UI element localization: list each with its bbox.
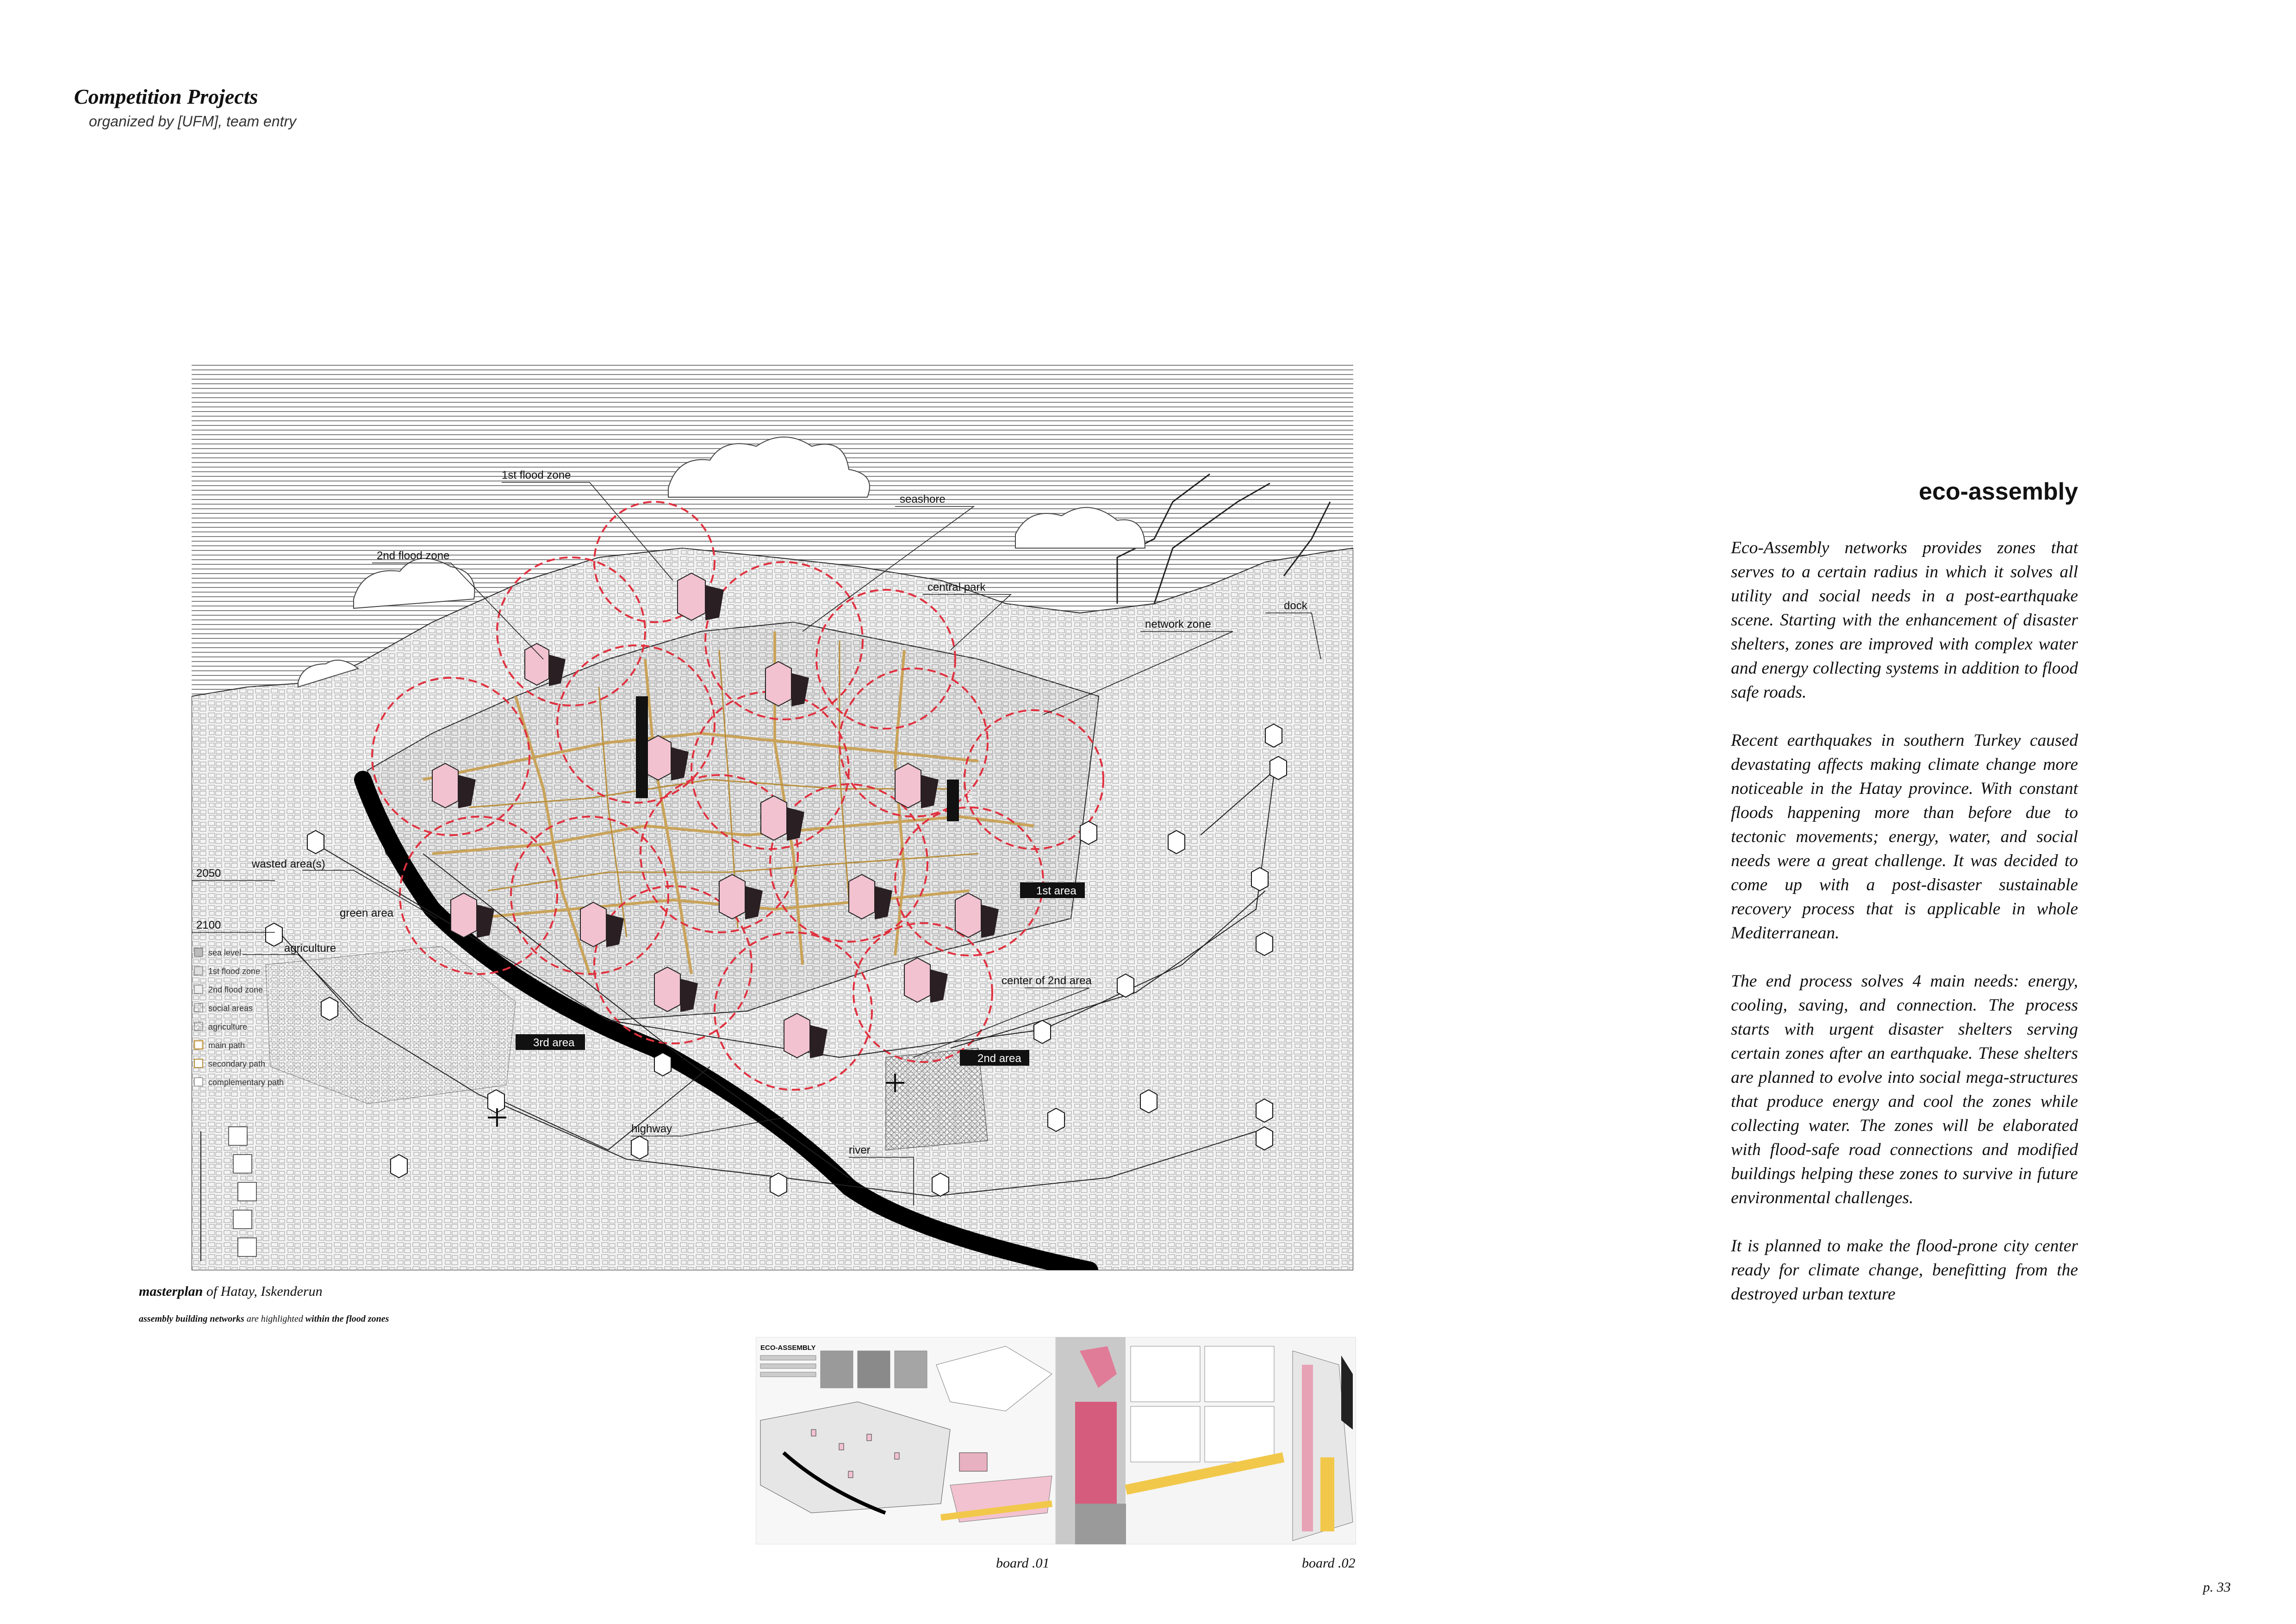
label-flood-zone-1: 1st flood zone	[502, 469, 571, 481]
project-title: eco-assembly	[1919, 478, 2078, 505]
label-year-2100: 2100	[196, 919, 221, 931]
area-1-box	[1020, 882, 1085, 898]
label-center-2nd-area: center of 2nd area	[1002, 974, 1092, 987]
description-paragraph: The end process solves 4 main needs: energy, cooling, saving, and connection. The process starts with urgent disaster shelters serving certain zones after an earthquake. These shelters are planned to evolve into social mega-structures that produce energy and cool the zones while collecting water. The zones will be elaborated with flood-safe road connections and modified buildings helping these zones to survive in future environmental challenges.	[1731, 972, 2078, 1207]
label-agriculture: agriculture	[284, 942, 336, 955]
board2-label: board .02	[1302, 1555, 1356, 1571]
section-title: Competition Projects	[74, 85, 258, 108]
legend-item: secondary path	[208, 1059, 266, 1068]
label-network-zone: network zone	[1145, 618, 1211, 631]
legend-item: main path	[208, 1041, 245, 1050]
caption-bold: masterplan	[139, 1284, 203, 1299]
label-area-2: 2nd area	[977, 1052, 1021, 1065]
label-green-area: green area	[340, 907, 394, 919]
legend-item: complementary path	[208, 1078, 284, 1087]
area-3-box	[516, 1034, 585, 1050]
area-2-box	[960, 1050, 1029, 1066]
board1-title: ECO-ASSEMBLY	[760, 1344, 816, 1352]
map-caption	[139, 1284, 323, 1299]
section-subtitle: organized by [UFM], team entry	[89, 113, 297, 130]
description-paragraph: Eco-Assembly networks provides zones that serves to a certain radius in which it solves all utility and social needs in a post-earthquake scene. Starting with the enhancement of disaster shelters, zones are improved with complex water and energy collecting systems in addition to flood safe roads.	[1731, 538, 2078, 702]
label-seashore: seashore	[900, 493, 946, 506]
label-year-2050: 2050	[196, 867, 221, 880]
label-flood-zone-2: 2nd flood zone	[377, 550, 450, 562]
label-dock: dock	[1284, 600, 1307, 612]
label-wasted-areas: wasted area(s)	[252, 858, 325, 870]
label-highway: highway	[631, 1123, 672, 1135]
legend-item: social areas	[208, 1004, 253, 1013]
legend-item: sea level	[208, 948, 242, 957]
description-paragraph: It is planned to make the flood-prone city center ready for climate change, benefitting from the destroyed urban texture	[1731, 1237, 2078, 1304]
map-caption-sub	[139, 1314, 389, 1324]
board-thumbnails	[756, 1337, 1356, 1544]
caption-sub-bold-1: assembly building networks	[139, 1314, 244, 1324]
label-area-1: 1st area	[1036, 885, 1076, 897]
caption-rest: of Hatay, Iskenderun	[203, 1284, 323, 1299]
label-park: park	[965, 789, 974, 806]
legend-item: 2nd flood zone	[208, 985, 263, 994]
board1-label: board .01	[996, 1555, 1050, 1571]
page-number: p. 33	[2203, 1580, 2231, 1595]
caption-sub-mid: are highlighted	[244, 1314, 305, 1324]
caption-sub-bold-2: within the flood zones	[305, 1314, 389, 1324]
masterplan-map	[192, 363, 1353, 1270]
description-paragraph: Recent earthquakes in southern Turkey caused devastating affects making climate change more noticeable in the Hatay province. With constant floods happening more than before due to tectonic movements; energy, water, and social needs were a great challenge. It was decided to come up with a post-disaster sustainable recovery process that is applicable in whole Mediterranean.	[1731, 731, 2078, 943]
label-central-park: central park	[927, 581, 986, 593]
project-description	[1731, 536, 2078, 1330]
legend-item: agriculture	[208, 1022, 248, 1031]
label-area-3: 3rd area	[533, 1037, 575, 1049]
legend-item: 1st flood zone	[208, 967, 261, 976]
label-river: river	[849, 1144, 871, 1156]
